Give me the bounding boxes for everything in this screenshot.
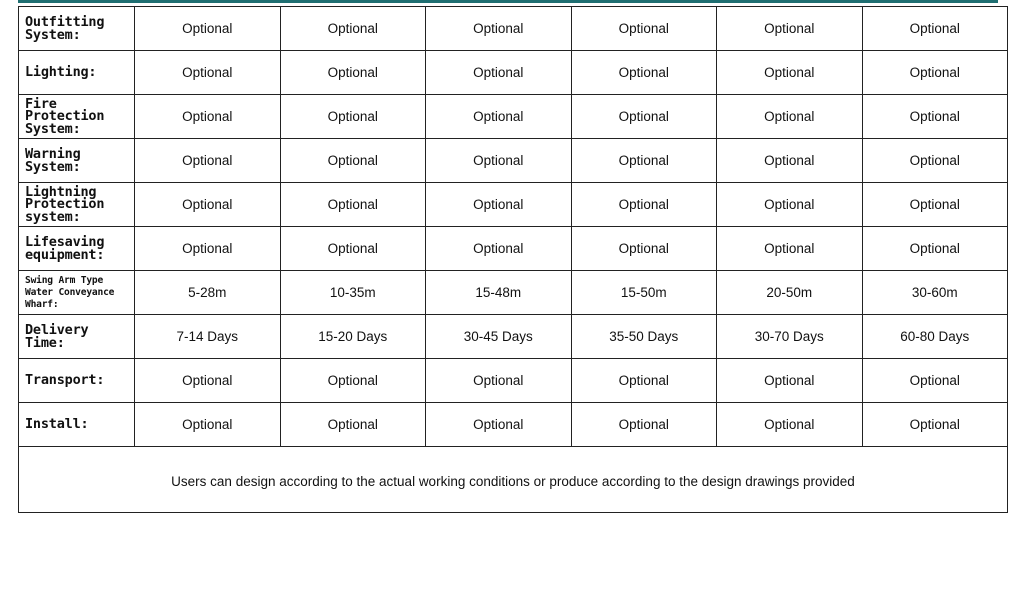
table-cell: Optional (571, 51, 717, 95)
table-cell: Optional (280, 227, 426, 271)
row-label-lighting: Lighting: (19, 51, 135, 95)
table-cell: Optional (280, 7, 426, 51)
table-cell: 30-45 Days (426, 315, 572, 359)
table-row-transport (19, 359, 1008, 403)
table-cell: Optional (862, 95, 1008, 139)
table-cell: Optional (135, 95, 281, 139)
table-cell: Optional (571, 359, 717, 403)
table-cell: 20-50m (717, 271, 863, 315)
table-cell: Optional (717, 95, 863, 139)
table-cell: Optional (426, 139, 572, 183)
table-cell: 35-50 Days (571, 315, 717, 359)
table-cell: Optional (280, 403, 426, 447)
table-cell: Optional (717, 227, 863, 271)
table-cell: 60-80 Days (862, 315, 1008, 359)
table-cell: Optional (862, 7, 1008, 51)
table-cell: Optional (135, 139, 281, 183)
table-row-install (19, 403, 1008, 447)
table-cell: Optional (717, 183, 863, 227)
table-cell: Optional (571, 7, 717, 51)
row-label-lightning-protection-system: Lightning Protection system: (19, 183, 135, 227)
table-cell: Optional (717, 359, 863, 403)
table-cell: Optional (862, 139, 1008, 183)
table-cell: Optional (862, 403, 1008, 447)
table-row-lifesaving-equipment (19, 227, 1008, 271)
table-row-outfitting-system (19, 7, 1008, 51)
table-row-note (19, 447, 1008, 513)
row-label-install: Install: (19, 403, 135, 447)
table-cell: Optional (571, 95, 717, 139)
table-cell: Optional (135, 227, 281, 271)
table-row-lighting (19, 51, 1008, 95)
specification-table (18, 6, 1008, 513)
table-cell: 30-70 Days (717, 315, 863, 359)
table-cell: Optional (280, 51, 426, 95)
row-label-delivery-time: Delivery Time: (19, 315, 135, 359)
table-cell: Optional (426, 51, 572, 95)
row-label-warning-system: Warning System: (19, 139, 135, 183)
row-label-fire-protection-system: Fire Protection System: (19, 95, 135, 139)
design-note: Users can design according to the actual working conditions or produce according to the design drawings provided (19, 447, 1008, 513)
table-cell: Optional (426, 359, 572, 403)
table-cell: 15-50m (571, 271, 717, 315)
row-label-lifesaving-equipment: Lifesaving equipment: (19, 227, 135, 271)
table-cell: Optional (862, 51, 1008, 95)
table-cell: Optional (717, 403, 863, 447)
row-label-swing-arm-wharf: Swing Arm Type Water Conveyance Wharf: (19, 271, 135, 315)
table-cell: Optional (280, 95, 426, 139)
table-row-fire-protection-system (19, 95, 1008, 139)
table-cell: Optional (571, 403, 717, 447)
table-row-delivery-time (19, 315, 1008, 359)
table-cell: Optional (426, 95, 572, 139)
table-cell: 10-35m (280, 271, 426, 315)
table-cell: 30-60m (862, 271, 1008, 315)
table-cell: Optional (280, 359, 426, 403)
table-cell: Optional (135, 183, 281, 227)
table-cell: Optional (717, 139, 863, 183)
table-cell: Optional (280, 139, 426, 183)
table-cell: Optional (426, 403, 572, 447)
table-cell: Optional (862, 359, 1008, 403)
table-cell: Optional (426, 227, 572, 271)
table-cell: 15-48m (426, 271, 572, 315)
row-label-transport: Transport: (19, 359, 135, 403)
table-cell: Optional (571, 139, 717, 183)
table-cell: Optional (135, 7, 281, 51)
table-cell: Optional (426, 7, 572, 51)
table-cell: Optional (135, 51, 281, 95)
table-cell: 5-28m (135, 271, 281, 315)
table-cell: Optional (571, 183, 717, 227)
header-rule (18, 0, 998, 3)
table-cell: 7-14 Days (135, 315, 281, 359)
table-cell: Optional (280, 183, 426, 227)
table-cell: Optional (135, 403, 281, 447)
table-cell: Optional (717, 51, 863, 95)
table-cell: Optional (571, 227, 717, 271)
table-row-warning-system (19, 139, 1008, 183)
table-cell: Optional (135, 359, 281, 403)
table-cell: Optional (426, 183, 572, 227)
table-cell: Optional (862, 227, 1008, 271)
table-cell: 15-20 Days (280, 315, 426, 359)
table-cell: Optional (862, 183, 1008, 227)
table-cell: Optional (717, 7, 863, 51)
table-row-lightning-protection-system (19, 183, 1008, 227)
table-row-swing-arm-wharf (19, 271, 1008, 315)
row-label-outfitting-system: Outfitting System: (19, 7, 135, 51)
